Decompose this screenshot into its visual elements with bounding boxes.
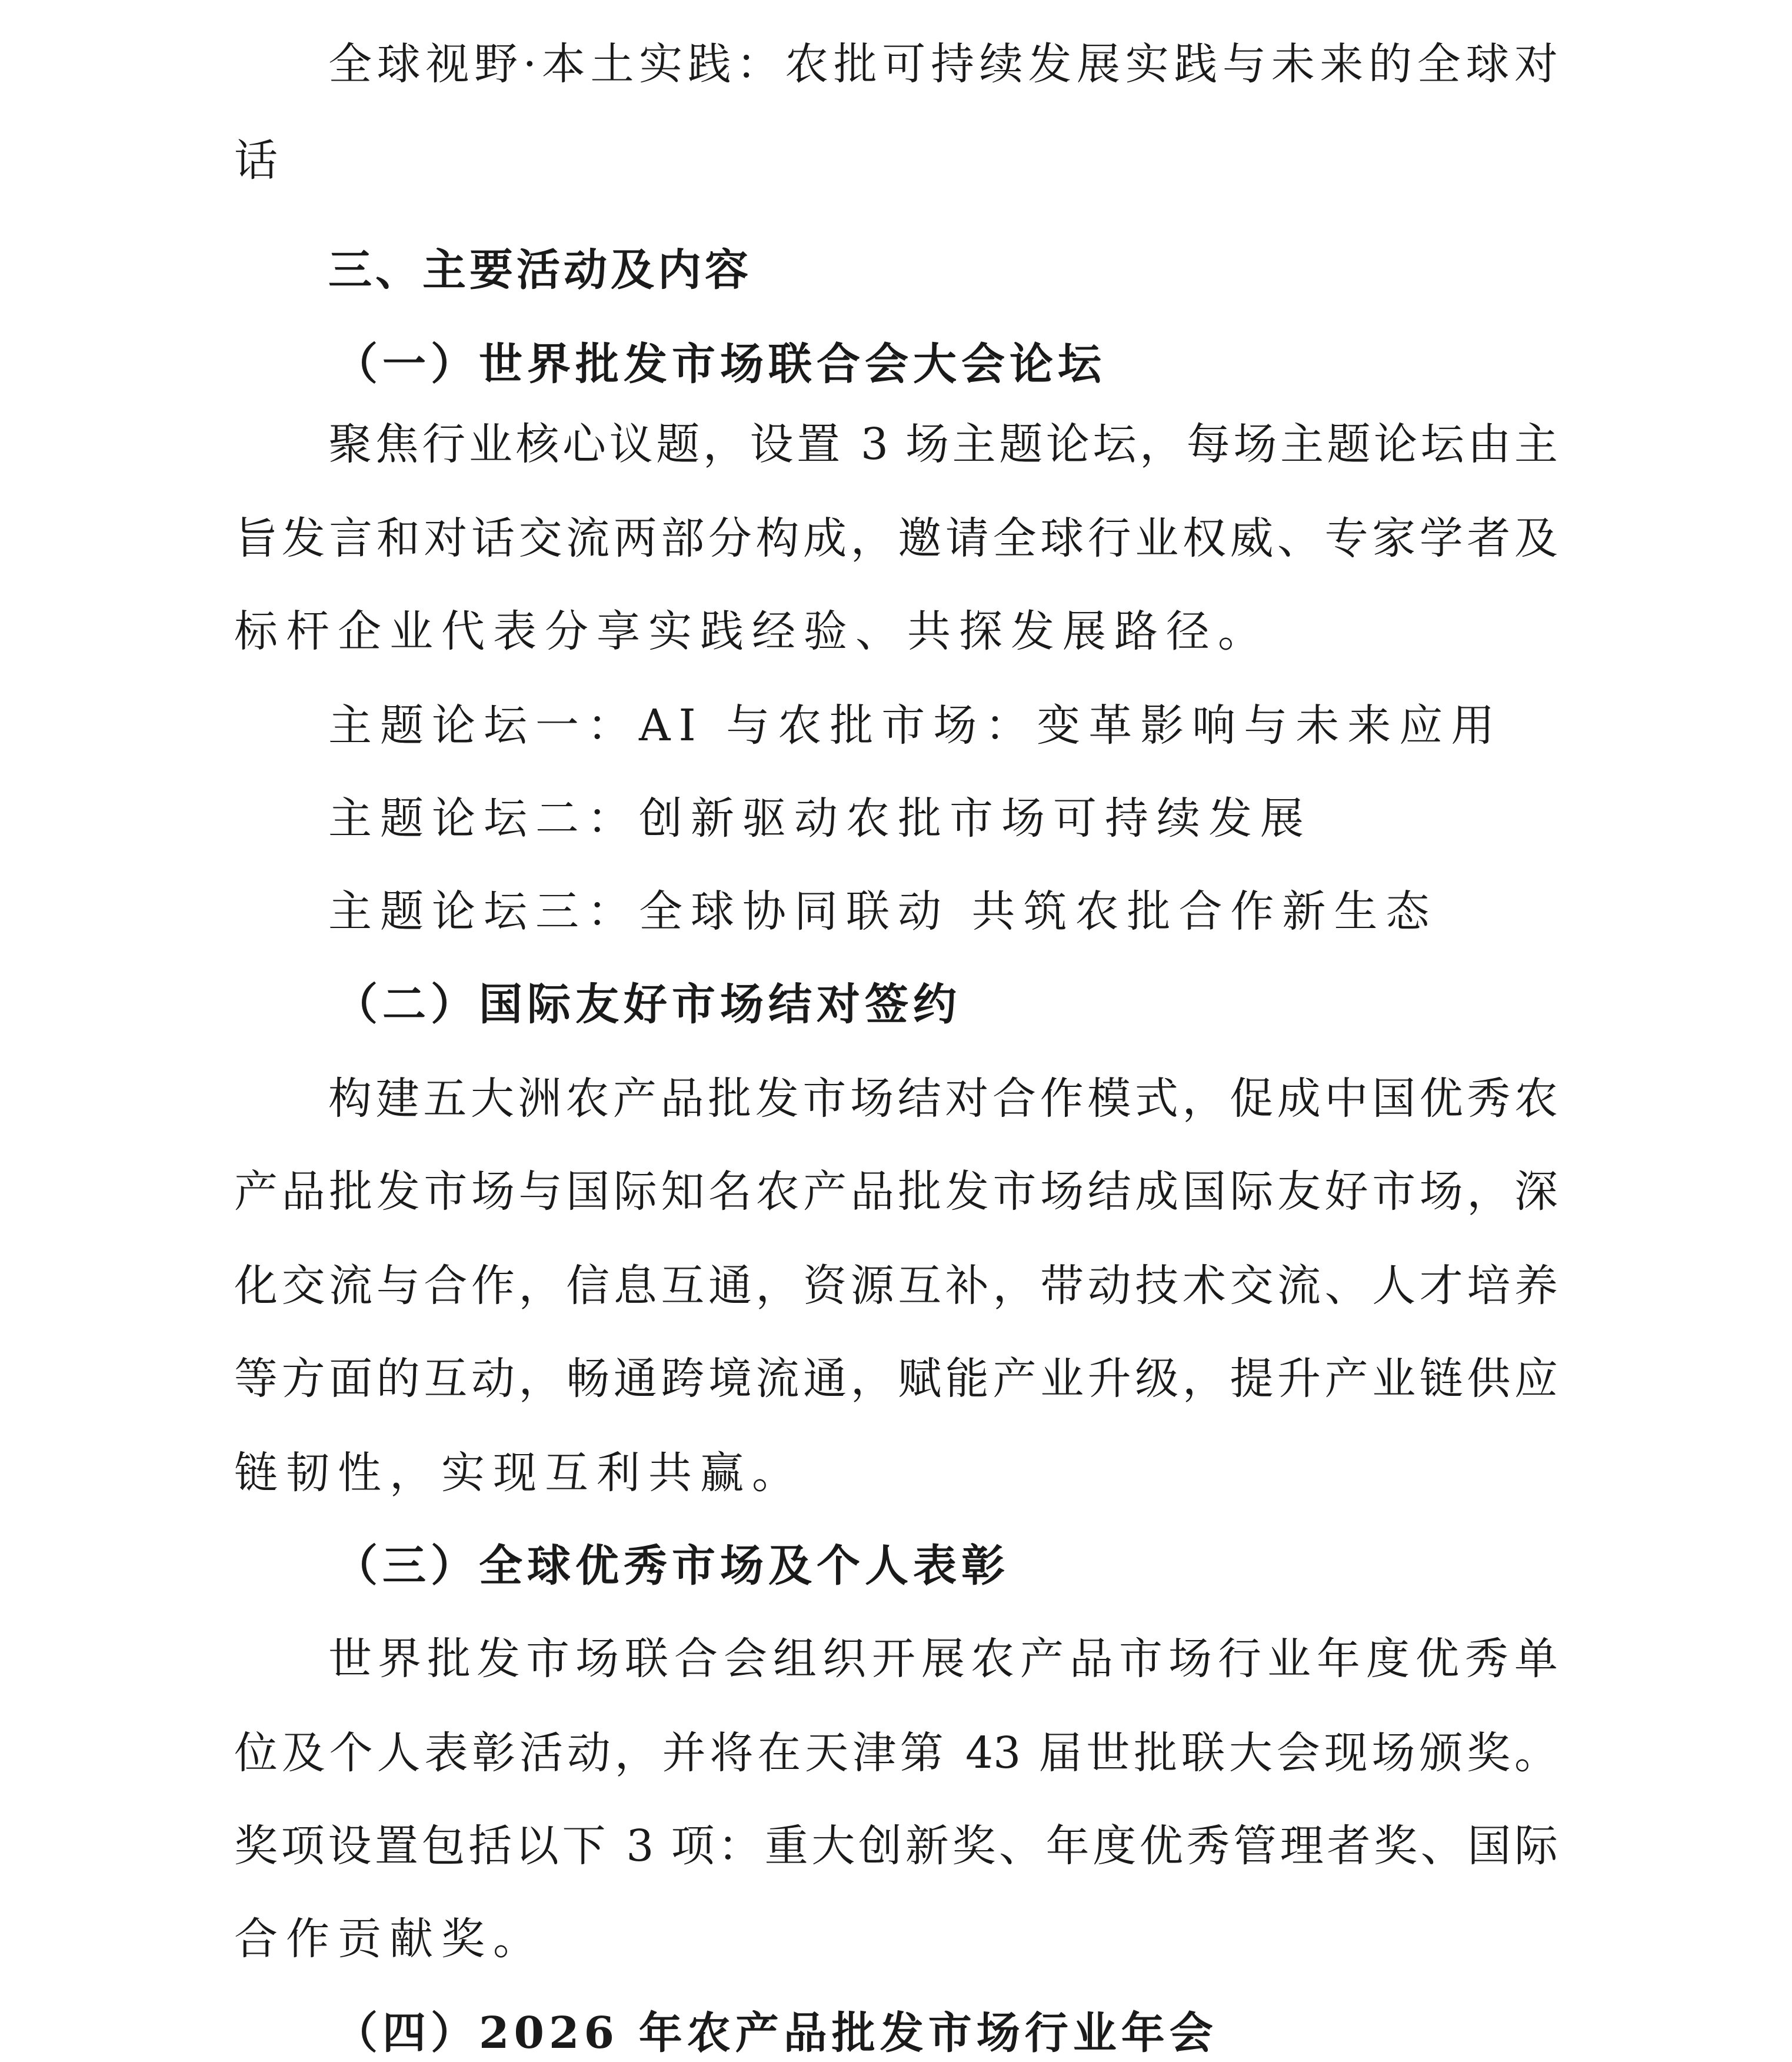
subsection-heading-4: （四）2026 年农产品批发市场行业年会: [334, 2008, 1218, 2058]
paragraph-line: 聚焦行业核心议题，设置 3 场主题论坛，每场主题论坛由主: [328, 419, 1558, 470]
paragraph-line: 世界批发市场联合会组织开展农产品市场行业年度优秀单: [328, 1634, 1558, 1684]
paragraph-line: 链韧性，实现互利共赢。: [234, 1448, 804, 1498]
paragraph-line: 化交流与合作，信息互通，资源互补，带动技术交流、人才培养: [234, 1261, 1558, 1311]
forum-item: 主题论坛三：全球协同联动 共筑农批合作新生态: [328, 886, 1438, 937]
subsection-heading-1: （一）世界批发市场联合会大会论坛: [334, 339, 1106, 390]
section-heading: 三、主要活动及内容: [328, 245, 752, 295]
paragraph-line: 产品批发市场与国际知名农产品批发市场结成国际友好市场，深: [234, 1166, 1558, 1217]
subsection-heading-3: （三）全球优秀市场及个人表彰: [334, 1541, 1010, 1591]
paragraph-line: 旨发言和对话交流两部分构成，邀请全球行业权威、专家学者及: [234, 513, 1558, 564]
paragraph-line: 合作贡献奖。: [234, 1914, 545, 1964]
paragraph-line: 奖项设置包括以下 3 项：重大创新奖、年度优秀管理者奖、国际: [234, 1821, 1558, 1871]
paragraph-line: 构建五大洲农产品批发市场结对合作模式，促成中国优秀农: [328, 1073, 1558, 1124]
theme-line-continued: 话: [234, 135, 286, 186]
subsection-heading-2: （二）国际友好市场结对签约: [334, 979, 961, 1030]
theme-line: 全球视野·本土实践：农批可持续发展实践与未来的全球对: [328, 39, 1558, 89]
forum-item: 主题论坛一：AI 与农批市场：变革影响与未来应用: [328, 700, 1503, 751]
forum-item: 主题论坛二：创新驱动农批市场可持续发展: [328, 793, 1312, 844]
paragraph-line: 等方面的互动，畅通跨境流通，赋能产业升级，提升产业链供应: [234, 1353, 1558, 1404]
paragraph-line: 位及个人表彰活动，并将在天津第 43 届世批联大会现场颁奖。: [234, 1728, 1558, 1778]
paragraph-line: 标杆企业代表分享实践经验、共探发展路径。: [234, 606, 1270, 657]
